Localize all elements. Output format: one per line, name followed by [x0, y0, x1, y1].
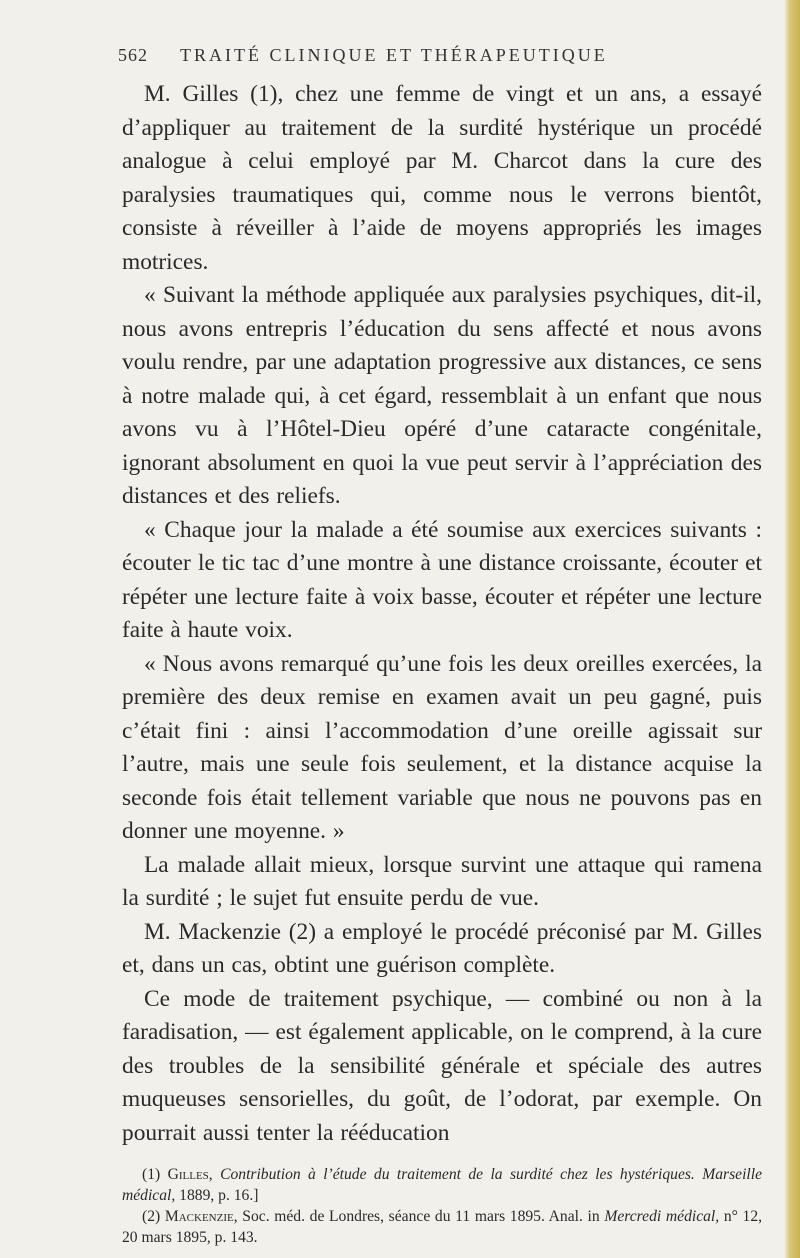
running-header: [118, 45, 758, 66]
footnote-title: Contribution à l’étude du traitement de la surdité chez les hystériques.: [220, 1166, 695, 1183]
body-text: [122, 78, 762, 1248]
running-title: TRAITÉ CLINIQUE ET THÉRAPEUTIQUE: [180, 45, 608, 65]
page-number: 562: [118, 45, 148, 65]
footnote-1: [122, 1164, 762, 1206]
paragraph-2: « Suivant la méthode appliquée aux paralysies psychiques, dit-il, nous avons entrepris l’éducation du sens affecté et nous avons voulu rendre, par une adaptation progressive aux distances, ce sens à notre malade qui, à cet égard, ressemblait à un enfant que nous avons vu à l’Hôtel-Dieu opéré d’une cataracte congénitale, ignorant absolument en quoi la vue peut servir à l’appréciation des distances et des reliefs.: [122, 282, 762, 509]
footnote-rest: Soc. méd. de Londres, séance du 11 mars 1895. Anal. in: [242, 1208, 600, 1225]
footnote-2: [122, 1206, 762, 1248]
paragraph-5: La malade allait mieux, lorsque survint une attaque qui ramena la surdité ; le sujet fut ensuite perdu de vue.: [122, 851, 762, 911]
paragraph-7: Ce mode de traitement psychique, — combiné ou non à la faradisation, — est également applicable, on le comprend, à la cure des troubles de la sensibilité générale et spéciale des autres muqueuses sensorielles, du goût, de l’odorat, par exemple. On pourrait aussi tenter la rééducation: [122, 985, 762, 1146]
footnote-mark: (1): [142, 1166, 161, 1183]
footnote-journal: Mercredi médical,: [604, 1208, 720, 1225]
footnote-mark: (2): [142, 1208, 161, 1225]
footnote-author: Mackenzie,: [164, 1208, 238, 1225]
paragraph-3: « Chaque jour la malade a été soumise aux exercices suivants : écouter le tic tac d’une montre à une distance croissante, écouter et répéter une lecture faite à voix basse, écouter et répéter une lecture faite à haute voix.: [122, 516, 762, 643]
page-edge: [784, 0, 800, 1258]
footnotes: [122, 1164, 762, 1248]
paragraph-4: « Nous avons remarqué qu’une fois les deux oreilles exercées, la première des deux remise en examen avait un peu gagné, puis c’était fini : ainsi l’accommodation d’une oreille agissait sur l’autre, mais une seule fois seulement, et la distance acquise la seconde fois était tellement variable que nous ne pouvons pas en donner une moyenne. »: [122, 650, 762, 844]
footnote-author: Gilles,: [167, 1166, 213, 1183]
footnote-rest-2: n° 12, 20 mars 1895, p. 143.: [122, 1208, 763, 1246]
footnote-journal: Marseille médical,: [122, 1166, 762, 1204]
paragraph-1: M. Gilles (1), chez une femme de vingt et un ans, a essayé d’appliquer au traitement de la surdité hystérique un procédé analogue à celui employé par M. Charcot dans la cure des paralysies traumatiques qui, comme nous le verrons bientôt, consiste à réveiller à l’aide de moyens appropriés les images motrices.: [122, 81, 762, 275]
footnote-rest: 1889, p. 16.]: [179, 1187, 259, 1204]
paragraph-6: M. Mackenzie (2) a employé le procédé préconisé par M. Gilles et, dans un cas, obtint une guérison complète.: [122, 918, 762, 978]
